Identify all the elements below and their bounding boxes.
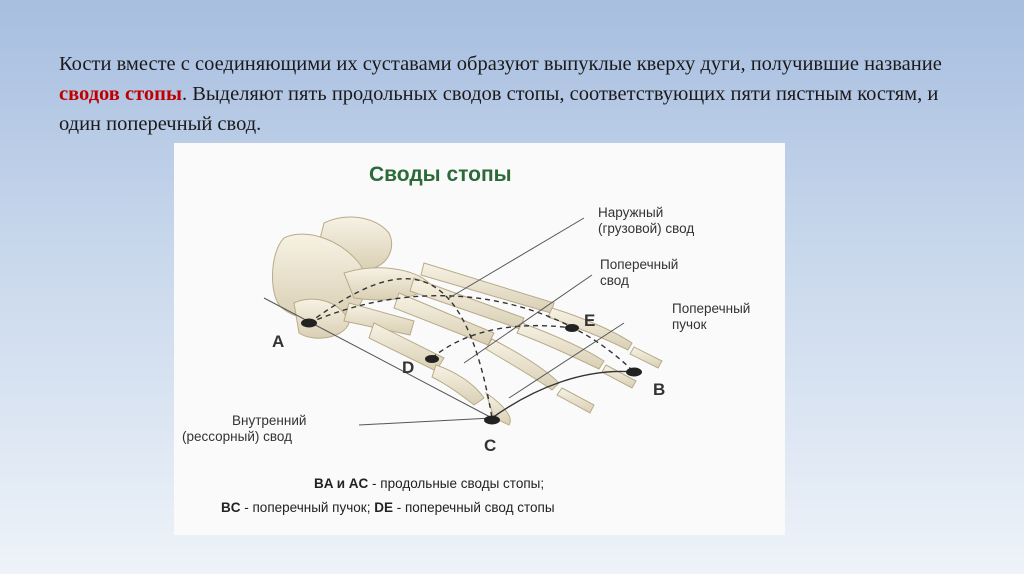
point-b-marker xyxy=(626,368,642,377)
inner-arch-label-line1: Внутренний xyxy=(232,413,307,428)
figure-title: Своды стопы xyxy=(369,163,512,186)
foot-skeleton-illustration xyxy=(272,217,662,425)
point-d-label: D xyxy=(402,358,415,377)
point-c-label: C xyxy=(484,436,497,455)
point-e-marker xyxy=(565,324,579,332)
transverse-bundle-label-line2: пучок xyxy=(672,317,707,332)
point-a-marker xyxy=(301,319,317,328)
paragraph-text-end: . Выделяют пять продольных сводов стопы, соответствующих пяти пястным костям, и один поперечный свод. xyxy=(59,83,939,135)
caption-line1: BA и AC - продольные своды стопы; xyxy=(314,476,545,491)
paragraph-text-start: Кости вместе с соединяющими их суставами образуют выпуклые кверху дуги, получившие название xyxy=(59,53,942,75)
foot-arches-diagram xyxy=(174,143,785,535)
transverse-bundle-label-line1: Поперечный xyxy=(672,301,751,316)
paragraph-highlight: сводов стопы xyxy=(59,83,182,105)
inner-arch-label-line2: (рессорный) свод xyxy=(182,429,292,444)
point-c-marker xyxy=(484,416,500,425)
outer-arch-label-line2: (грузовой) свод xyxy=(598,221,695,236)
point-e-label: E xyxy=(584,311,596,330)
slide-paragraph xyxy=(59,49,979,139)
point-b-label: B xyxy=(653,380,666,399)
caption-line2: BC - поперечный пучок; DE - поперечный свод стопы xyxy=(221,500,555,515)
transverse-arch-label-line2: свод xyxy=(600,273,629,288)
point-d-marker xyxy=(425,355,439,363)
foot-arches-figure xyxy=(174,143,785,535)
outer-arch-label-line1: Наружный xyxy=(598,205,664,220)
transverse-arch-label-line1: Поперечный xyxy=(600,257,679,272)
point-a-label: A xyxy=(272,332,285,351)
